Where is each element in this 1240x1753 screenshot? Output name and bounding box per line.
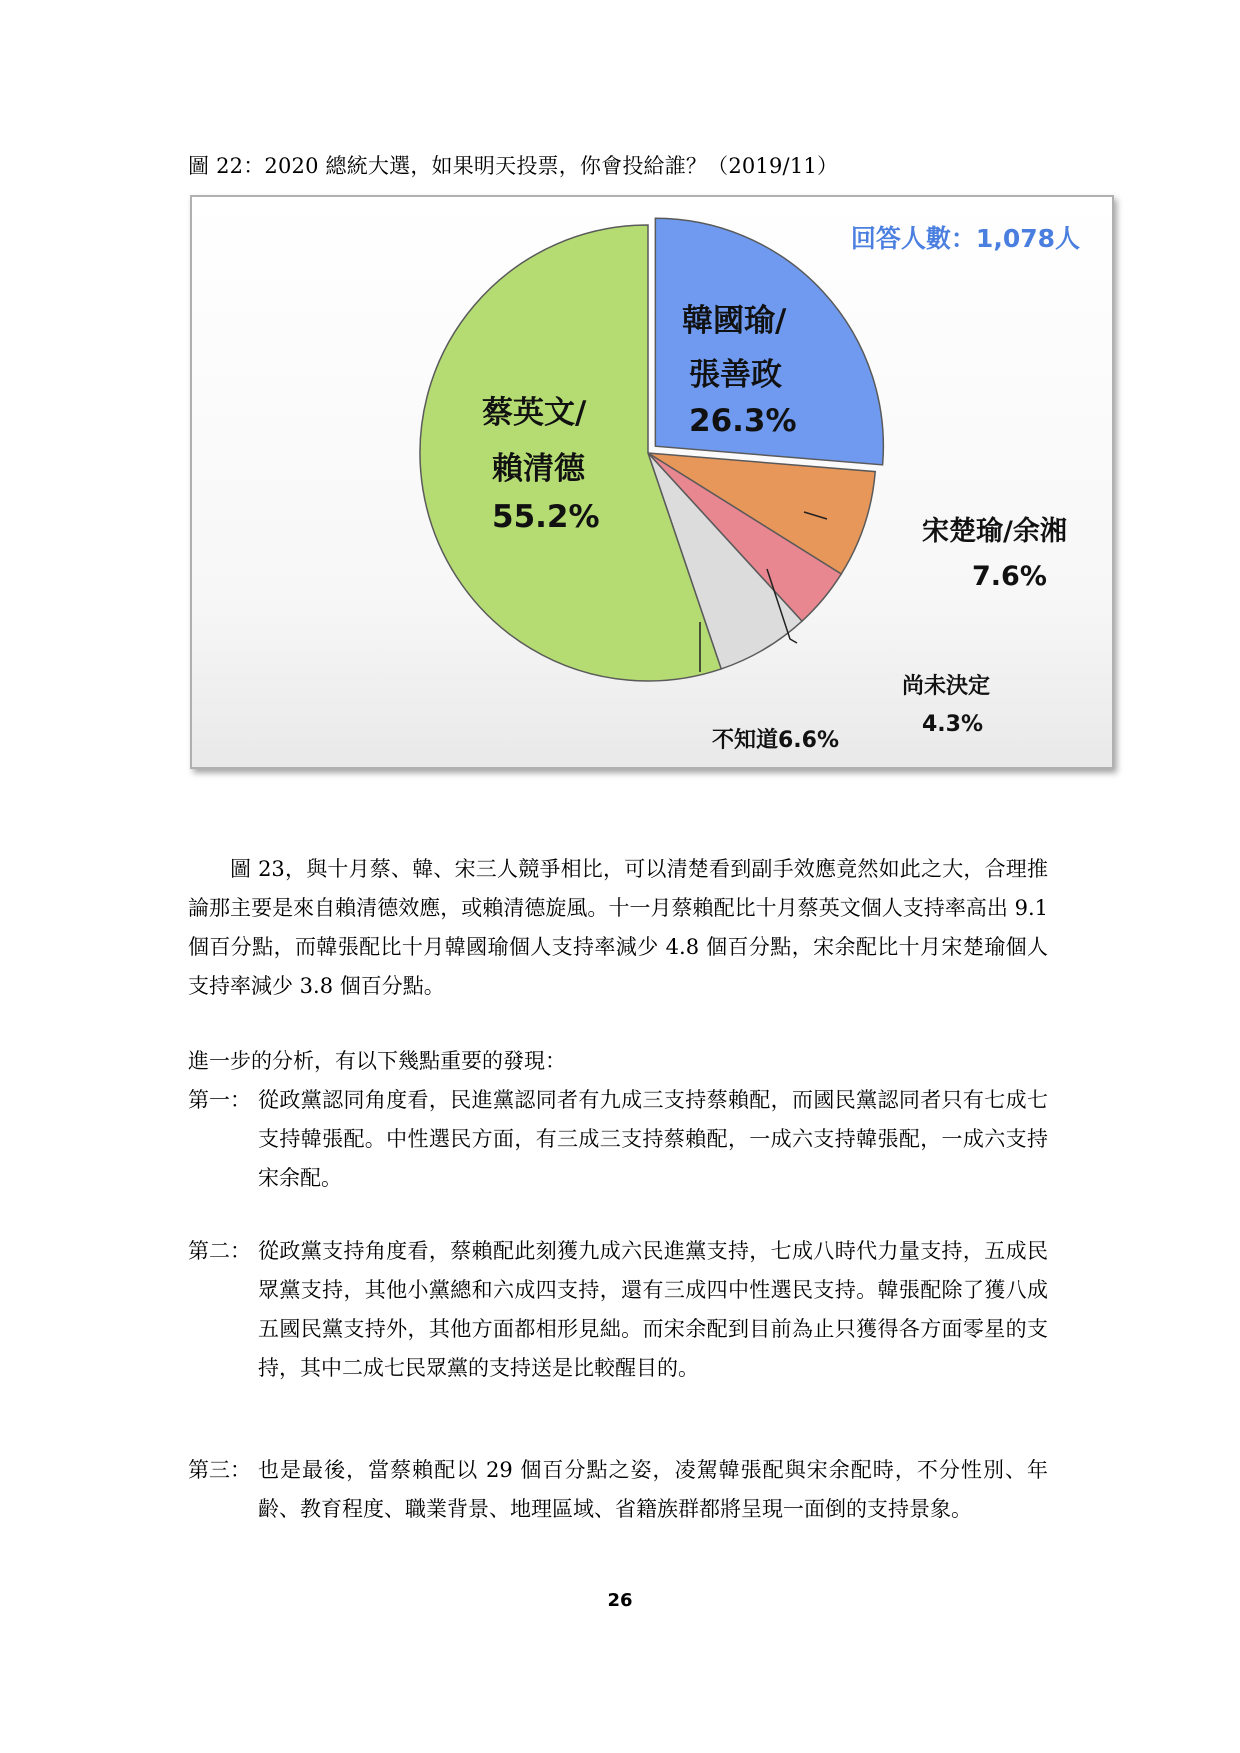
label-soong-value: 7.6% — [972, 561, 1047, 592]
label-undecided-line1: 尚未決定 — [902, 674, 991, 699]
label-han-line1: 韓國瑜/ — [682, 303, 787, 339]
finding-text: 也是最後，當蔡賴配以 29 個百分點之姿，凌駕韓張配與宋余配時，不分性別、年齡、教育程度、職業背景、地理區域、省籍族群都將呈現一面倒的支持景象。 — [258, 1458, 1048, 1521]
label-soong-line1: 宋楚瑜/余湘 — [922, 516, 1067, 547]
finding-head: 第一： — [188, 1088, 251, 1112]
label-han-line2: 張善政 — [689, 357, 782, 393]
label-undecided-value: 4.3% — [922, 712, 984, 737]
label-dontknow: 不知道6.6% — [712, 728, 840, 753]
pie-chart-frame — [190, 195, 1114, 769]
paragraph-findings-intro: 進一步的分析，有以下幾點重要的發現： — [188, 1049, 566, 1073]
finding-text: 從政黨支持角度看，蔡賴配此刻獲九成六民進黨支持，七成八時代力量支持，五成民眾黨支持，其他小黨總和六成四支持，還有三成四中性選民支持。韓張配除了獲八成五國民黨支持外，其他方面都相形見絀。而宋余配到目前為止只獲得各方面零星的支持，其中二成七民眾黨的支持送是比較醒目的。 — [258, 1239, 1048, 1380]
label-tsai-value: 55.2% — [492, 499, 600, 535]
respondents-count: 回答人數：1,078人 — [850, 224, 1080, 253]
finding-text: 從政黨認同角度看，民進黨認同者有九成三支持蔡賴配，而國民黨認同者只有七成七支持韓張配。中性選民方面，有三成三支持蔡賴配，一成六支持韓張配，一成六支持宋余配。 — [258, 1088, 1048, 1190]
paragraph-figure-23: 圖 23，與十月蔡、韓、宋三人競爭相比，可以清楚看到副手效應竟然如此之大，合理推論那主要是來自賴清德效應，或賴清德旋風。十一月蔡賴配比十月蔡英文個人支持率高出 9.1 個百分點，而韓張配比十月韓國瑜個人支持率減少 4.8 個百分點，宋余配比十月宋楚瑜個人支持率減少 3.8 個百分點。 — [188, 857, 1048, 998]
finding-head: 第二： — [188, 1239, 251, 1263]
figure-caption: 圖 22：2020 總統大選，如果明天投票，你會投給誰？（2019/11） — [188, 154, 839, 178]
label-tsai-line2: 賴清德 — [492, 451, 585, 487]
label-tsai-line1: 蔡英文/ — [482, 395, 587, 431]
page-number: 26 — [607, 1590, 633, 1611]
label-han-value: 26.3% — [689, 403, 797, 439]
finding-head: 第三： — [188, 1458, 251, 1482]
